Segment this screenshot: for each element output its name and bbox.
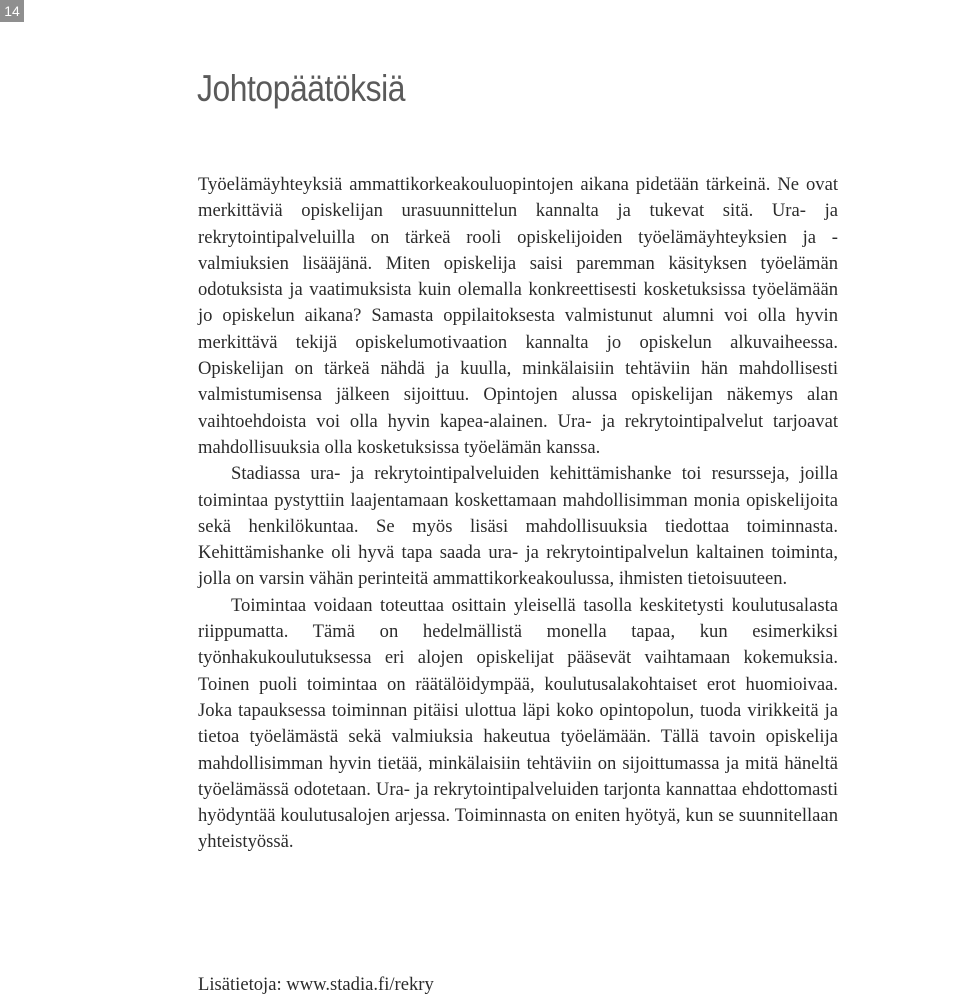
more-info-link: Lisätietoja: www.stadia.fi/rekry	[198, 974, 434, 995]
paragraph-1: Työelämäyhteyksiä ammattikorkeakouluopintojen aikana pidetään tärkeinä. Ne ovat merkittäviä opiskelijan urasuunnittelun kannalta ja tukevat sitä. Ura- ja rekrytointipalveluilla on tärkeä rooli opiskelijoiden työelämäyhteyksien ja -valmiuksien lisääjänä. Miten opiskelija saisi paremman käsityksen työelämän odotuksista ja vaatimuksista kuin olemalla konkreettisesti kosketuksissa työelämään jo opiskelun aikana? Samasta oppilaitoksesta valmistunut alumni voi olla hyvin merkittävä tekijä opiskelumotivaation kannalta jo opiskelun alkuvaiheessa. Opiskelijan on tärkeä nähdä ja kuulla, minkälaisiin tehtäviin hän mahdollisesti valmistumisensa jälkeen sijoittuu. Opintojen alussa opiskelijan näkemys alan vaihtoehdoista voi olla hyvin kapea-alainen. Ura- ja rekrytointipalvelut tarjoavat mahdollisuuksia olla kosketuksissa työelämän kanssa.	[198, 174, 838, 458]
page-title: Johtopäätöksiä	[197, 68, 406, 109]
body-text	[198, 172, 838, 856]
paragraph-3: Toimintaa voidaan toteuttaa osittain yleisellä tasolla keskitetysti koulutusalasta riippumatta. Tämä on hedelmällistä monella tapaa, kun esimerkiksi työnhakukoulutuksessa eri alojen opiskelijat pääsevät vaihtamaan kokemuksia. Toinen puoli toimintaa on räätälöidympää, koulutusalakohtaiset erot huomioivaa. Joka tapauksessa toiminnan pitäisi ulottua läpi koko opintopolun, tuoda virikkeitä ja tietoa työelämästä sekä valmiuksia hakeutua työelämään. Tällä tavoin opiskelija mahdollisimman hyvin tietää, minkälaisiin tehtäviin on sijoittumassa ja mitä häneltä työelämässä odotetaan. Ura- ja rekrytointipalveluiden tarjonta kannattaa ehdottomasti hyödyntää koulutusalojen arjessa. Toiminnasta on eniten hyötyä, kun se suunnitellaan yhteistyössä.	[198, 594, 838, 853]
paragraph-2: Stadiassa ura- ja rekrytointipalveluiden kehittämishanke toi resursseja, joilla toimintaa pystyttiin laajentamaan koskettamaan mahdollisimman monia opiskelijoita sekä henkilökuntaa. Se myös lisäsi mahdollisuuksia tiedottaa toiminnasta. Kehittämishanke oli hyvä tapa saada ura- ja rekrytointipalvelun kaltainen toiminta, jolla on varsin vähän perinteitä ammattikorkeakoulussa, ihmisten tietoisuuteen.	[198, 463, 838, 590]
page-number: 14	[0, 0, 24, 22]
